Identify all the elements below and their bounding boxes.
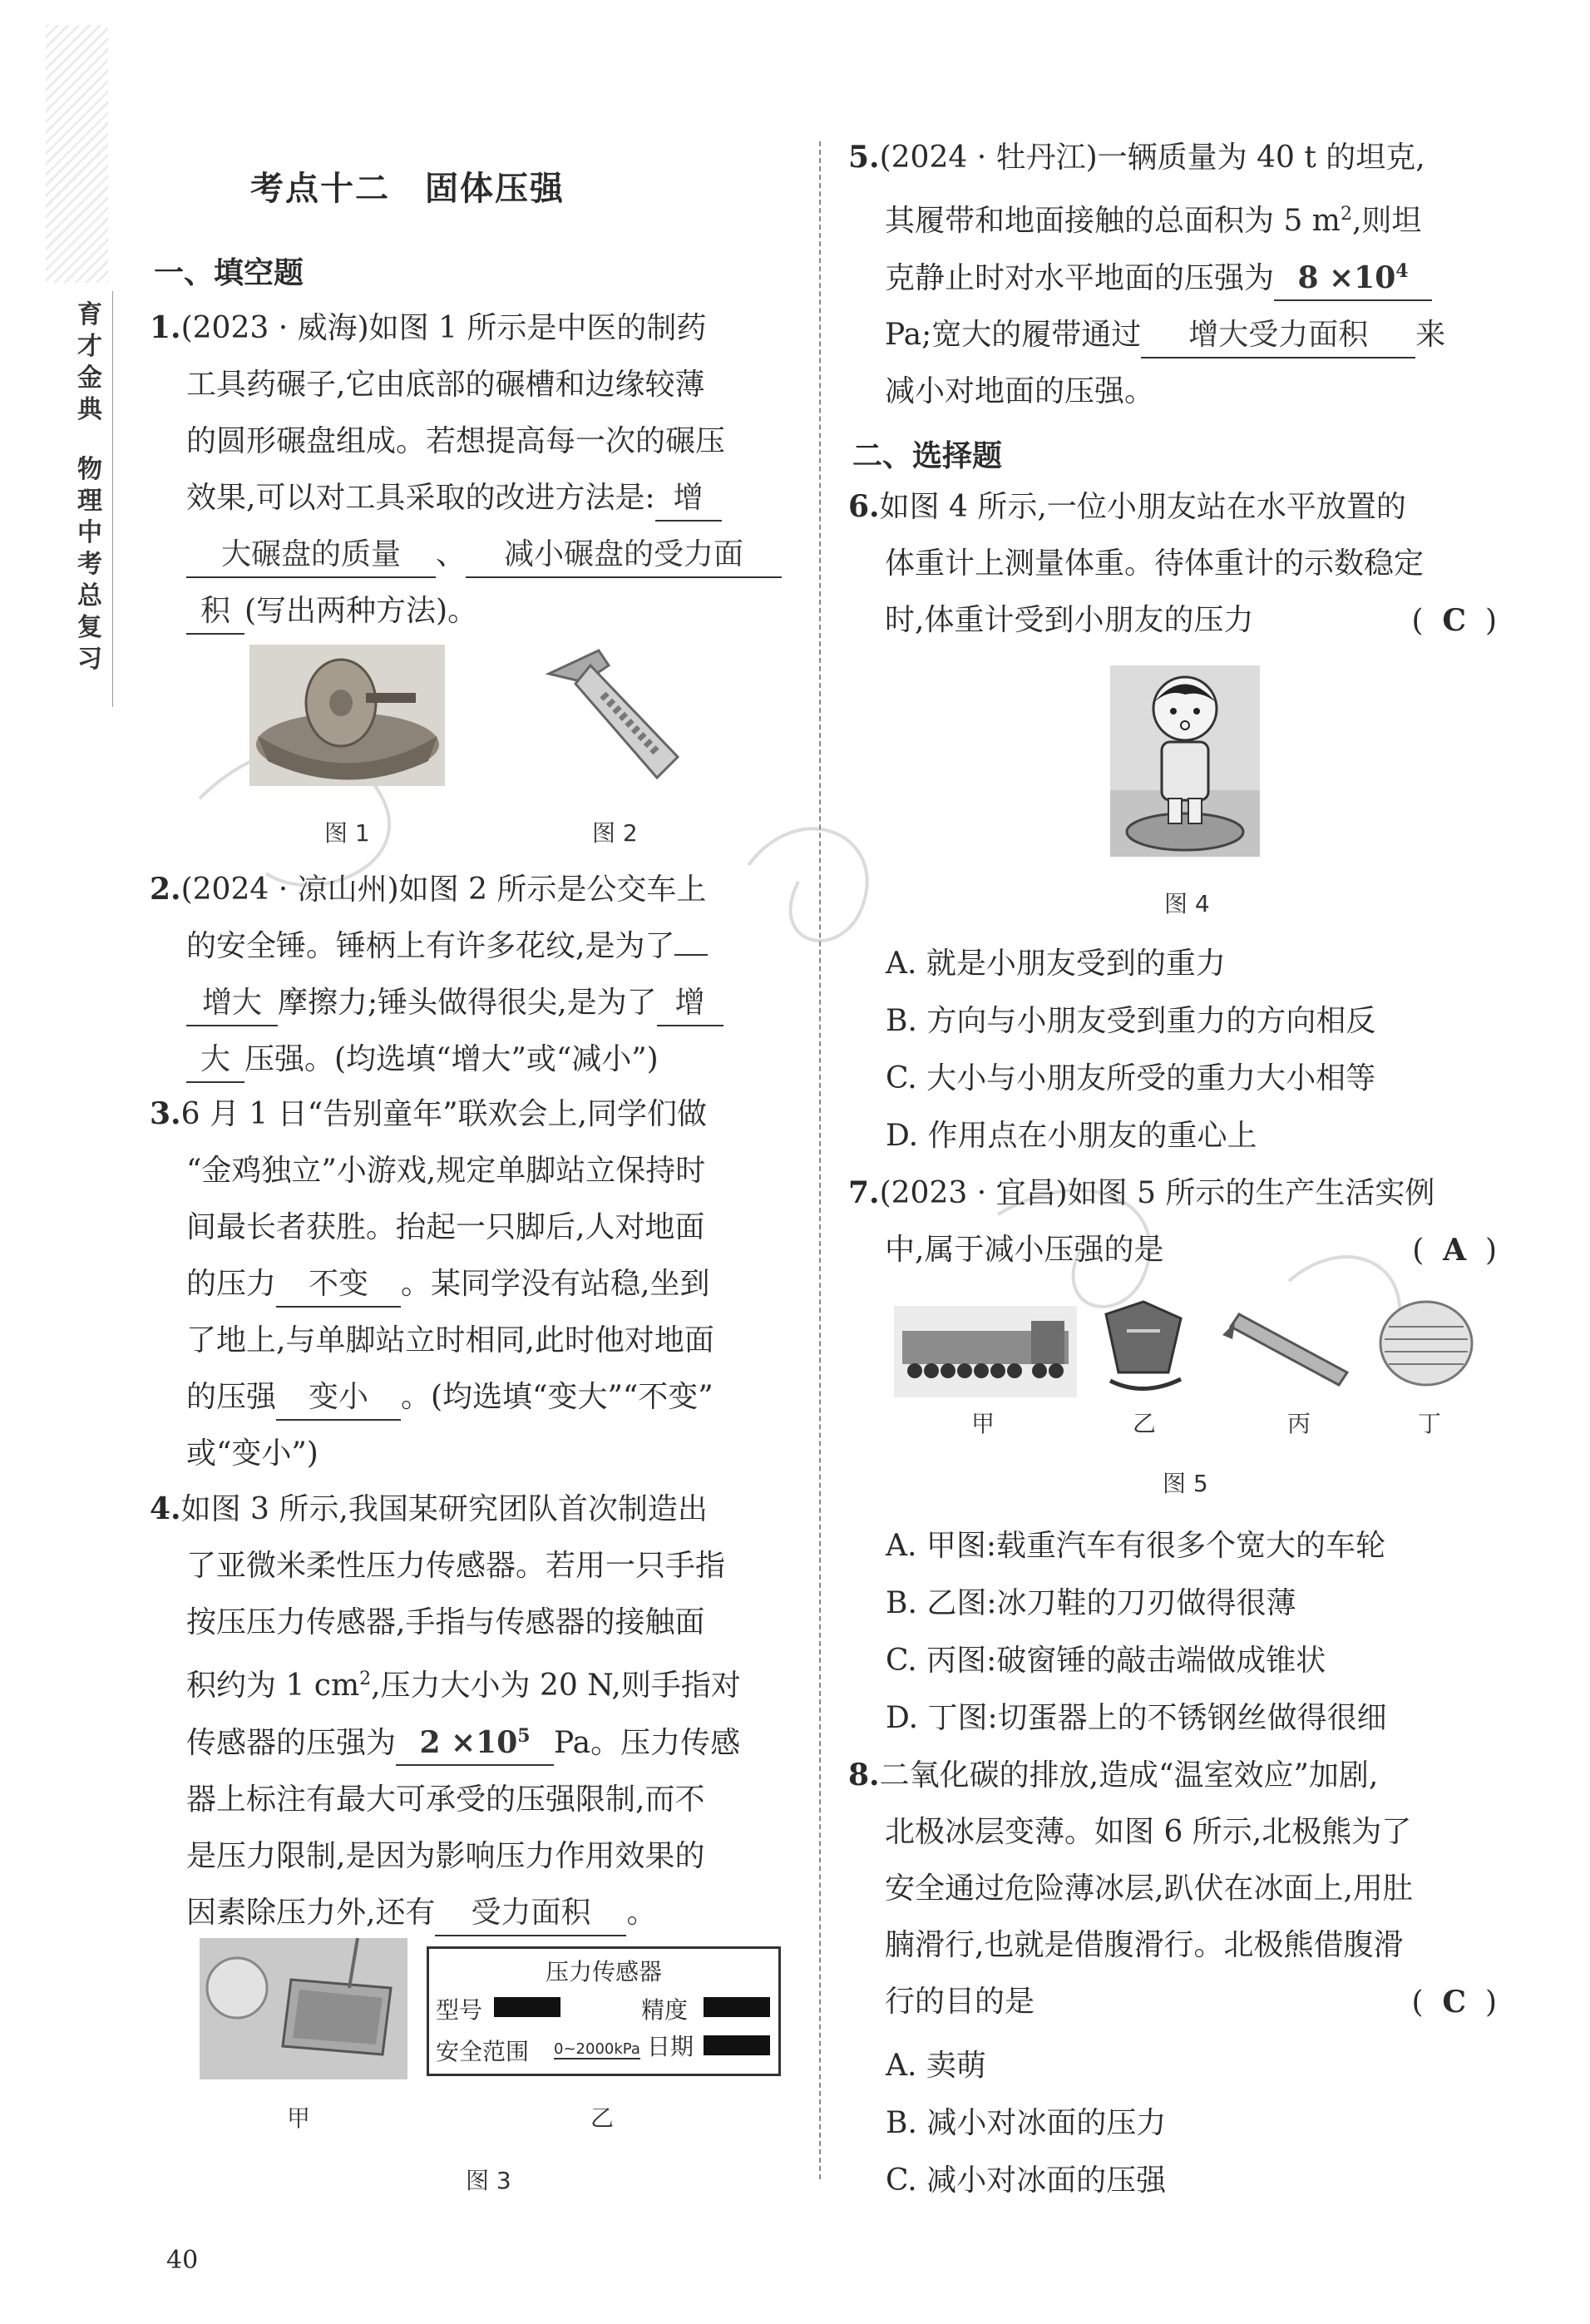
plate-date-label: 日期 <box>647 2033 694 2060</box>
figure-5-window-hammer-image <box>1222 1302 1355 1393</box>
figure-1-grinder-image <box>249 645 445 786</box>
section-heading-fill: 一、填空题 <box>154 256 304 290</box>
question-text: (2023 · 威海)如图 1 所示是中医的制药 <box>180 311 707 345</box>
plate-range-value: 0~2000kPa <box>554 2040 640 2058</box>
question-number: 2. <box>150 872 181 907</box>
option-c: C. 减小对冰面的压强 <box>886 2163 1167 2198</box>
answer-bracket: ( A ) <box>1412 1233 1497 1268</box>
side-char: 理 <box>77 487 102 516</box>
question-text: 因素除压力外,还有 <box>186 1896 436 1930</box>
option-d: D. 作用点在小朋友的重心上 <box>886 1119 1257 1153</box>
answer-blank: 不变 <box>276 1263 401 1308</box>
question-2 <box>150 861 790 1088</box>
question-text: Pa。压力传感 <box>554 1726 741 1760</box>
question-text: 腩滑行,也就是借腹滑行。北极熊借腹滑 <box>885 1928 1404 1962</box>
question-text: 间最长者获胜。抬起一只脚后,人对地面 <box>186 1210 705 1244</box>
side-char: 总 <box>77 581 102 611</box>
figure-5-truck-image <box>894 1306 1077 1397</box>
question-text: 积约为 1 cm <box>186 1669 360 1703</box>
choice-answer: A <box>1443 1233 1467 1268</box>
figure-5-ice-skate-image <box>1094 1298 1193 1402</box>
question-4 <box>150 1481 790 1941</box>
question-text: 了地上,与单脚站立时相同,此时他对地面 <box>186 1323 714 1357</box>
option-d: D. 丁图:切蛋器上的不锈钢丝做得很细 <box>886 1701 1387 1735</box>
question-text: (2023 · 宜昌)如图 5 所示的生产生活实例 <box>879 1176 1435 1210</box>
page-number: 40 <box>166 2246 199 2275</box>
option-c: C. 大小与小朋友所受的重力大小相等 <box>886 1061 1376 1095</box>
answer-blank <box>674 954 708 956</box>
choice-answer: C <box>1442 1985 1467 2020</box>
question-text: 如图 4 所示,一位小朋友站在水平放置的 <box>879 490 1406 524</box>
superscript: 4 <box>1395 260 1409 282</box>
plate-range-label: 安全范围 <box>436 2038 530 2065</box>
option-a: A. 就是小朋友受到的重力 <box>886 947 1226 981</box>
question-text: 压强。(均选填“增大”或“减小”) <box>244 1042 659 1076</box>
answer-blank: 大碾盘的质量 <box>186 533 436 578</box>
answer-blank: 增大 <box>186 982 278 1026</box>
question-text: 的圆形碾盘组成。若想提高每一次的碾压 <box>186 424 726 458</box>
section-title: 考点十二 固体压强 <box>250 170 565 208</box>
plate-model-label: 型号 <box>436 1996 483 2024</box>
option-b: B. 乙图:冰刀鞋的刀刃做得很薄 <box>886 1586 1296 1620</box>
answer-blank: 增 <box>657 982 723 1026</box>
figure-5-caption: 图 5 <box>1163 1470 1208 1497</box>
answer-blank: 减小碾盘的受力面 <box>466 533 782 578</box>
answer-blank: 积 <box>186 590 244 635</box>
answer-blank: 2 ×10 <box>419 1725 518 1760</box>
option-c: C. 丙图:破窗锤的敲击端做成锥状 <box>886 1644 1326 1678</box>
option-b: B. 减小对冰面的压力 <box>886 2106 1167 2140</box>
figure-2-caption: 图 2 <box>592 819 638 847</box>
question-text: 按压压力传感器,手指与传感器的接触面 <box>186 1605 705 1639</box>
question-text: ,则坦 <box>1351 204 1422 238</box>
superscript: 2 <box>1340 204 1352 225</box>
question-text: 时,体重计受到小朋友的压力 <box>885 603 1254 637</box>
option-b: B. 方向与小朋友受到重力的方向相反 <box>886 1004 1376 1038</box>
figure-5-egg-slicer-image <box>1372 1293 1480 1397</box>
side-series-title <box>73 299 106 675</box>
plate-date-redaction <box>704 2035 770 2055</box>
figure-3-sensor-plate <box>427 1946 781 2076</box>
question-text: 行的目的是 <box>885 1985 1035 2019</box>
question-text: 器上标注有最大可承受的压强限制,而不 <box>186 1783 705 1817</box>
answer-bracket: ( C ) <box>1411 603 1497 638</box>
question-text: “金鸡独立”小游戏,规定单脚站立保持时 <box>186 1154 706 1188</box>
choice-answer: C <box>1442 603 1467 638</box>
question-text: 体重计上测量体重。待体重计的示数稳定 <box>885 546 1425 581</box>
answer-blank: 增大受力面积 <box>1141 314 1415 358</box>
side-char: 金 <box>77 363 102 393</box>
question-text: 北极冰层变薄。如图 6 所示,北极熊为了 <box>885 1815 1412 1849</box>
question-text: 如图 3 所示,我国某研究团队首次制造出 <box>180 1492 708 1526</box>
side-char: 考 <box>77 550 102 579</box>
figure-4-child-on-scale-image <box>1110 665 1260 857</box>
figure-5-label-bing: 丙 <box>1287 1410 1311 1437</box>
question-text: 6 月 1 日“告别童年”联欢会上,同学们做 <box>180 1097 707 1131</box>
question-text: 传感器的压强为 <box>186 1726 397 1760</box>
question-text: 中,属于减小压强的是 <box>885 1233 1164 1267</box>
question-text: 是压力限制,是因为影响压力作用效果的 <box>186 1839 705 1873</box>
question-text: 减小对地面的压强。 <box>885 374 1155 408</box>
question-1 <box>150 299 790 640</box>
question-text: 。(均选填“变大”“不变” <box>401 1380 714 1414</box>
question-text: 的安全锤。锤柄上有许多花纹,是为了 <box>186 929 675 963</box>
question-6 <box>848 478 1497 649</box>
question-text: (2024 · 凉山州)如图 2 所示是公交车上 <box>180 873 707 907</box>
question-text: 安全通过危险薄冰层,趴伏在冰面上,用肚 <box>885 1872 1413 1906</box>
figure-3-caption: 图 3 <box>466 2167 511 2194</box>
question-text: ,压力大小为 20 N,则手指对 <box>371 1669 741 1703</box>
question-text: (写出两种方法)。 <box>244 594 478 628</box>
question-text: 二氧化碳的排放,造成“温室效应”加剧, <box>879 1758 1379 1792</box>
figure-5-label-jia: 甲 <box>971 1410 995 1437</box>
answer-blank: 变小 <box>276 1376 401 1421</box>
plate-precision-redaction <box>704 1997 770 2017</box>
side-decoration <box>46 25 108 283</box>
question-number: 8. <box>848 1758 880 1792</box>
figure-3-sensor-photo <box>200 1938 407 2079</box>
question-text: 来 <box>1415 318 1446 352</box>
question-text: 的压力 <box>186 1267 277 1301</box>
figure-4-caption: 图 4 <box>1164 890 1210 917</box>
question-text: 摩擦力;锤头做得很尖,是为了 <box>278 986 657 1020</box>
option-a: A. 甲图:载重汽车有很多个宽大的车轮 <box>886 1529 1386 1563</box>
figure-5-label-yi: 乙 <box>1133 1410 1157 1437</box>
question-text: 工具药碾子,它由底部的碾槽和边缘较薄 <box>186 368 705 402</box>
superscript: 2 <box>359 1669 372 1689</box>
answer-blank: 受力面积 <box>435 1891 626 1936</box>
question-number: 5. <box>848 140 880 175</box>
side-char: 物 <box>77 455 102 484</box>
figure-1-caption: 图 1 <box>324 819 370 847</box>
answer-blank: 增 <box>655 477 722 522</box>
question-number: 7. <box>848 1175 880 1210</box>
question-text: 了亚微米柔性压力传感器。若用一只手指 <box>186 1549 726 1583</box>
question-text: 效果,可以对工具采取的改进方法是: <box>186 481 655 515</box>
figure-5-label-ding: 丁 <box>1418 1410 1442 1437</box>
answer-blank: 8 ×10 <box>1297 260 1396 295</box>
figure-3-label-yi: 乙 <box>590 2104 615 2132</box>
answer-bracket: ( C ) <box>1411 1985 1497 2020</box>
side-char: 典 <box>77 395 102 424</box>
plate-precision-label: 精度 <box>641 1996 689 2024</box>
answer-blank: 大 <box>186 1038 244 1083</box>
side-char: 才 <box>77 332 102 361</box>
question-text: 的压强 <box>186 1380 277 1414</box>
question-number: 3. <box>150 1096 181 1131</box>
plate-model-redaction <box>494 1997 560 2017</box>
side-char: 习 <box>77 645 102 674</box>
plate-title: 压力传感器 <box>545 1958 662 1985</box>
option-a: A. 卖萌 <box>886 2049 986 2083</box>
question-7 <box>848 1164 1497 1278</box>
side-char: 中 <box>77 518 102 547</box>
question-text: (2024 · 牡丹江)一辆质量为 40 t 的坦克, <box>879 141 1425 175</box>
superscript: 5 <box>517 1725 531 1747</box>
question-text: 其履带和地面接触的总面积为 5 m <box>885 204 1341 238</box>
side-char: 育 <box>77 300 102 329</box>
figure-3-label-jia: 甲 <box>287 2104 311 2132</box>
figure-2-safety-hammer-image <box>532 640 699 790</box>
side-divider <box>112 291 113 707</box>
question-8 <box>848 1747 1497 2030</box>
question-number: 6. <box>848 489 880 524</box>
question-3 <box>150 1085 790 1482</box>
question-text: 、 <box>436 537 467 571</box>
question-5 <box>848 129 1497 420</box>
question-number: 1. <box>150 310 181 345</box>
question-text: Pa;宽大的履带通过 <box>885 318 1142 352</box>
question-text: 克静止时对水平地面的压强为 <box>885 261 1275 295</box>
question-text: 。 <box>626 1896 657 1930</box>
side-char: 复 <box>77 613 102 642</box>
question-number: 4. <box>150 1491 181 1526</box>
question-text: 或“变小”) <box>186 1436 318 1471</box>
section-heading-choice: 二、选择题 <box>852 439 1003 473</box>
question-text: 。某同学没有站稳,坐到 <box>401 1267 710 1301</box>
